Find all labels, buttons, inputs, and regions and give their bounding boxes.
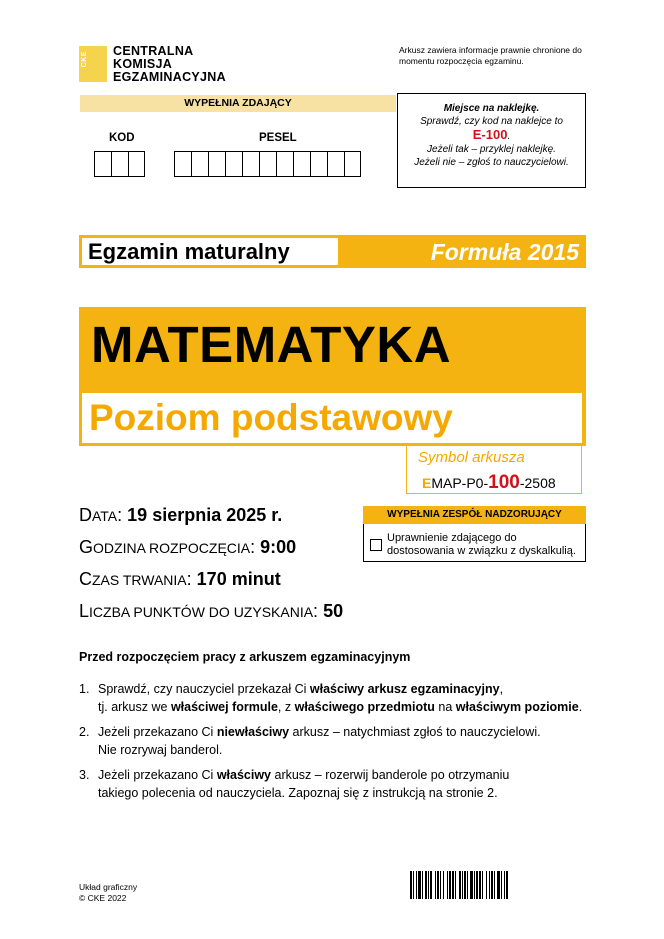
- list-item: 3. Jeżeli przekazano Ci właściwy arkusz – rozerwij banderole po otrzymaniu takiego polecenia od nauczyciela. Zapoznaj się z instrukcją na stronie 2.: [79, 768, 510, 800]
- kod-cell[interactable]: [128, 151, 145, 177]
- pesel-cell[interactable]: [259, 151, 276, 177]
- footer-credit: Układ graficzny © CKE 2022: [79, 882, 138, 903]
- supervisor-header: WYPEŁNIA ZESPÓŁ NADZORUJĄCY: [363, 506, 586, 524]
- symbol-prefix-letter: E: [422, 475, 432, 491]
- instructions-intro: Przed rozpoczęciem pracy z arkuszem egzaminacyjnym: [79, 650, 411, 664]
- exam-type: Egzamin maturalny: [82, 238, 338, 265]
- student-fill-header: WYPEŁNIA ZDAJĄCY: [80, 95, 396, 112]
- kod-input[interactable]: [94, 151, 145, 177]
- sticker-code-dot: .: [507, 131, 511, 142]
- cke-logo-mark: CKE: [79, 46, 107, 82]
- pesel-cell[interactable]: [276, 151, 293, 177]
- pesel-cell[interactable]: [191, 151, 208, 177]
- pesel-cell[interactable]: [293, 151, 310, 177]
- cke-logo-text: CENTRALNA KOMISJA EGZAMINACYJNA: [113, 44, 226, 84]
- pesel-cell[interactable]: [242, 151, 259, 177]
- instructions-list: [79, 680, 599, 809]
- dyscalculia-label: Uprawnienie zdającego do dostosowania w związku z dyskalkulią.: [387, 532, 576, 557]
- sticker-yes: Jeżeli tak – przyklej naklejkę.: [427, 144, 556, 155]
- exam-formula: Formuła 2015: [430, 239, 579, 265]
- symbol-label: Symbol arkusza: [418, 449, 525, 466]
- pesel-label: PESEL: [259, 132, 297, 144]
- pesel-input[interactable]: [174, 151, 361, 177]
- exam-start-time: GODZINA ROZPOCZĘCIA: 9:00: [79, 537, 297, 557]
- symbol-main: 100: [488, 472, 520, 493]
- pesel-cell[interactable]: [344, 151, 361, 177]
- exam-points: LICZBA PUNKTÓW DO UZYSKANIA: 50: [79, 601, 344, 621]
- legal-notice: Arkusz zawiera informacje prawnie chronione do momentu rozpoczęcia egzaminu.: [399, 45, 582, 66]
- kod-cell[interactable]: [111, 151, 128, 177]
- kod-cell[interactable]: [94, 151, 111, 177]
- pesel-cell[interactable]: [174, 151, 191, 177]
- subject-title: MATEMATYKA: [91, 316, 452, 373]
- list-item: 2. Jeżeli przekazano Ci niewłaściwy arkusz – natychmiast zgłoś to nauczycielowi. Nie rozrywaj banderol.: [79, 725, 541, 757]
- pesel-cell[interactable]: [225, 151, 242, 177]
- sticker-title: Miejsce na naklejkę.: [443, 103, 540, 114]
- dyscalculia-checkbox[interactable]: [370, 539, 382, 551]
- sticker-no: Jeżeli nie – zgłoś to nauczycielowi.: [414, 157, 569, 168]
- barcode-bar: [508, 871, 509, 899]
- symbol-suffix: -2508: [519, 475, 556, 491]
- exam-date: DATA: 19 sierpnia 2025 r.: [79, 505, 283, 525]
- sticker-area: [397, 93, 586, 188]
- sticker-code: E-100: [472, 127, 508, 142]
- barcode: [410, 871, 577, 899]
- sticker-instruction: Sprawdź, czy kod na naklejce to: [420, 116, 563, 127]
- exam-duration: CZAS TRWANIA: 170 minut: [79, 569, 281, 589]
- list-item: 1. Sprawdź, czy nauczyciel przekazał Ci właściwy arkusz egzaminacyjny, tj. arkusz we właściwej formule, z właściwego przedmiotu na właściwym poziomie.: [79, 682, 583, 714]
- symbol-code: [422, 472, 556, 494]
- pesel-cell[interactable]: [208, 151, 225, 177]
- symbol-prefix: MAP-P0-: [431, 475, 489, 491]
- pesel-cell[interactable]: [327, 151, 344, 177]
- level-title: Poziom podstawowy: [89, 397, 453, 438]
- kod-label: KOD: [109, 132, 135, 144]
- pesel-cell[interactable]: [310, 151, 327, 177]
